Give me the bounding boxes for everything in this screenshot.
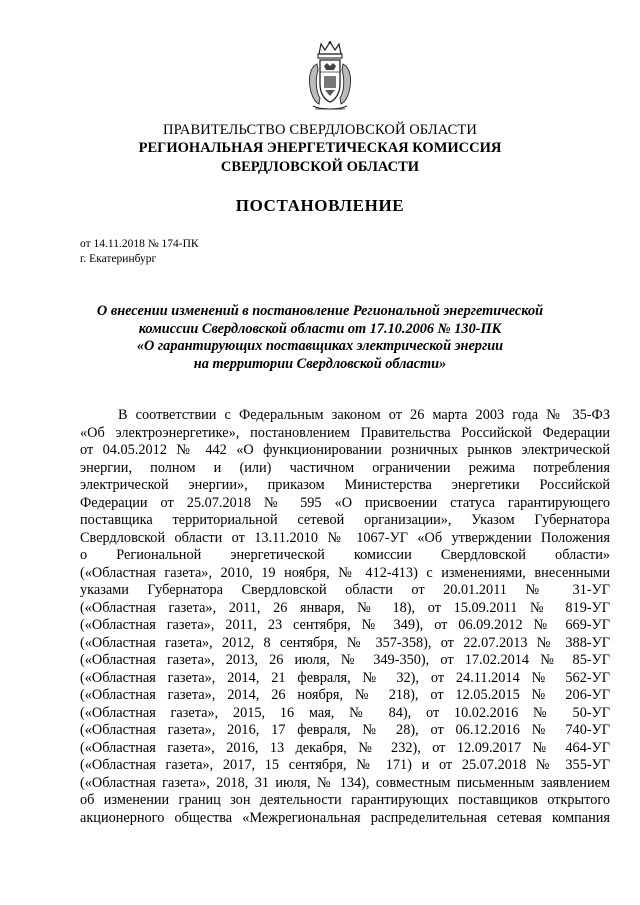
document-date-number: от 14.11.2018 № 174-ПК: [80, 238, 199, 250]
body-line: («Областная газета», 2011, 23 сентября, № 349), от 06.09.2012 № 669-УГ: [80, 617, 610, 633]
body-line: «Об электроэнергетике», постановлением Правительства Российской Федерации: [80, 424, 610, 441]
subject-line: на территории Свердловской области»: [193, 355, 447, 372]
document-subject: [80, 303, 560, 373]
document-body: [80, 407, 610, 827]
body-line: электрической энергии», приказом Министерства энергетики Российской: [80, 477, 610, 493]
body-line: («Областная газета», 2010, 19 ноября, № 412-413) с изменениями, внесенными: [80, 564, 610, 581]
document-city: г. Екатеринбург: [80, 253, 157, 265]
body-line: от 04.05.2012 № 442 «О функционировании розничных рынков электрической: [80, 442, 610, 458]
body-line: («Областная газета», 2016, 17 февраля, № 28), от 06.12.2016 № 740-УГ: [80, 722, 610, 738]
body-line: акционерного общества «Межрегиональная распределительная сетевая компания: [80, 809, 610, 826]
body-line: поставщика территориальной сетевой организации», Указом Губернатора: [80, 512, 610, 528]
org-name-line1: ПРАВИТЕЛЬСТВО СВЕРДЛОВСКОЙ ОБЛАСТИ: [163, 122, 477, 138]
body-line: («Областная газета», 2013, 26 июля, № 349-350), от 17.02.2014 № 85-УГ: [80, 652, 610, 668]
body-line: («Областная газета», 2017, 15 сентября, № 171) и от 25.07.2018 № 355-УГ: [80, 757, 610, 773]
body-line: указами Губернатора Свердловской области от 20.01.2011 № 31-УГ: [80, 582, 610, 598]
org-name-line2: РЕГИОНАЛЬНАЯ ЭНЕРГЕТИЧЕСКАЯ КОМИССИЯ: [138, 140, 502, 156]
body-line: («Областная газета», 2014, 21 февраля, № 32), от 24.11.2014 № 562-УГ: [80, 669, 610, 686]
body-line: («Областная газета», 2015, 16 мая, № 84), от 10.02.2016 № 50-УГ: [80, 704, 610, 721]
body-line: («Областная газета», 2018, 31 июля, № 134), совместным письменным заявлением: [80, 774, 610, 791]
body-line: об изменении границ зон деятельности гарантирующих поставщиков открытого: [80, 792, 610, 808]
subject-line: комиссии Свердловской области от 17.10.2006 № 130-ПК: [138, 320, 502, 337]
body-line: («Областная газета», 2016, 13 декабря, № 232), от 12.09.2017 № 464-УГ: [80, 739, 610, 756]
body-line: Свердловской области от 13.11.2010 № 1067-УГ «Об утверждении Положения: [80, 529, 610, 546]
body-line: («Областная газета», 2012, 8 сентября, № 357-358), от 22.07.2013 № 388-УГ: [80, 634, 610, 651]
body-line: энергии, полном и (или) частичном ограничении режима потребления: [80, 459, 610, 476]
document-type-title: ПОСТАНОВЛЕНИЕ: [235, 196, 405, 215]
body-line: Федерации от 25.07.2018 № 595 «О присвоении статуса гарантирующего: [80, 494, 610, 511]
subject-line: О внесении изменений в постановление Региональной энергетической: [96, 303, 544, 319]
subject-line: «О гарантирующих поставщиках электрической энергии: [136, 338, 504, 354]
body-line: В соответствии с Федеральным законом от 26 марта 2003 года № 35-ФЗ: [118, 407, 610, 423]
sverdlovsk-coat-of-arms-icon: [305, 40, 355, 112]
org-name-line3: СВЕРДЛОВСКОЙ ОБЛАСТИ: [220, 159, 420, 175]
body-line: о Региональной энергетической комиссии Свердловской области»: [80, 547, 610, 563]
body-line: («Областная газета», 2011, 26 января, № 18), от 15.09.2011 № 819-УГ: [80, 599, 610, 616]
body-line: («Областная газета», 2014, 26 ноября, № 218), от 12.05.2015 № 206-УГ: [80, 687, 610, 703]
